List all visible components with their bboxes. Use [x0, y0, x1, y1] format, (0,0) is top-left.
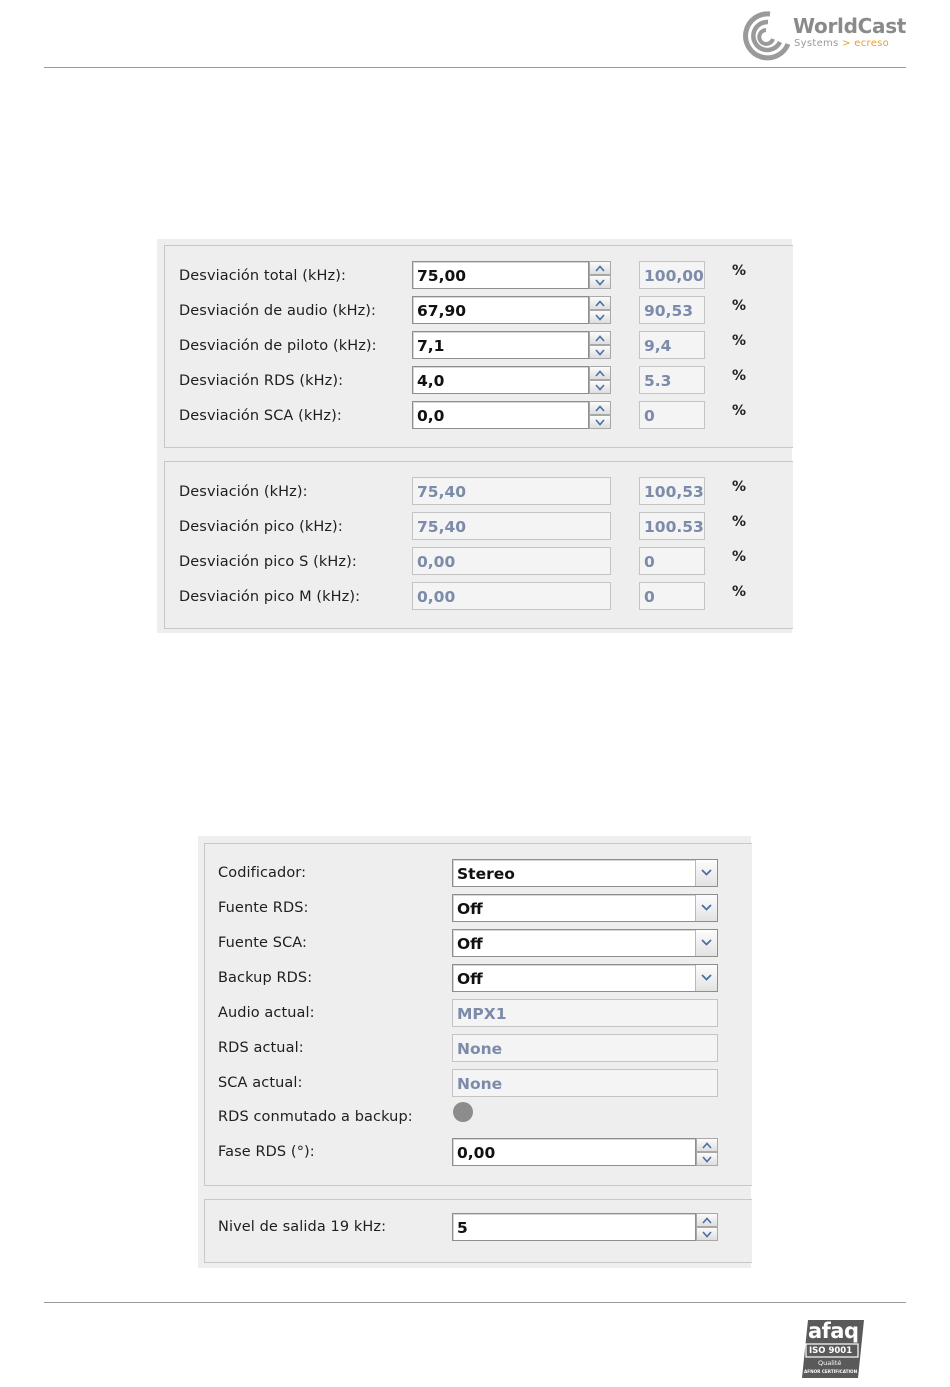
chevron-up-icon: [702, 1142, 712, 1149]
percent-unit: %: [732, 333, 747, 349]
rds-backup-status-led: [453, 1102, 473, 1122]
backup-rds-value: Off: [457, 970, 483, 988]
deviation-rds-spinner[interactable]: [589, 366, 611, 394]
chevron-down-icon: [595, 314, 605, 321]
chevron-down-icon: [595, 279, 605, 286]
percent-unit: %: [732, 368, 747, 384]
spin-up-button[interactable]: [589, 261, 611, 275]
logo-sub-systems: Systems: [794, 38, 839, 49]
codificador-select[interactable]: [452, 859, 718, 887]
chevron-down-icon: [595, 384, 605, 391]
fuente-sca-value: Off: [457, 935, 483, 953]
spin-down-button[interactable]: [589, 345, 611, 359]
deviation-audio-percent: 90,53: [639, 296, 705, 324]
deviation-rds-input[interactable]: 4,0: [412, 366, 589, 394]
fuente-rds-label: Fuente RDS:: [218, 900, 309, 916]
codificador-dropdown-button[interactable]: [695, 860, 717, 886]
chevron-down-icon: [701, 974, 712, 981]
deviation-audio-label: Desviación de audio (kHz):: [179, 303, 377, 319]
chevron-up-icon: [595, 265, 605, 272]
fuente-sca-select[interactable]: [452, 929, 718, 957]
deviation-pilot-spinner[interactable]: [589, 331, 611, 359]
rds-actual-label: RDS actual:: [218, 1040, 304, 1056]
fuente-rds-dropdown-button[interactable]: [695, 895, 717, 921]
spin-down-button[interactable]: [696, 1227, 718, 1241]
fase-rds-input[interactable]: 0,00: [452, 1138, 696, 1166]
deviation-pilot-percent: 9,4: [639, 331, 705, 359]
spin-down-button[interactable]: [589, 310, 611, 324]
afaq-iso-certification-logo: [800, 1318, 866, 1380]
fase-rds-spinner[interactable]: [696, 1138, 718, 1166]
deviation-peak-value: 75,40: [412, 512, 611, 540]
deviation-total-percent: 100,00: [639, 261, 705, 289]
deviation-pilot-input[interactable]: 7,1: [412, 331, 589, 359]
chevron-up-icon: [595, 370, 605, 377]
percent-unit: %: [732, 298, 747, 314]
header-divider: [44, 67, 906, 68]
output-level-group: [204, 1199, 752, 1263]
sca-actual-label: SCA actual:: [218, 1075, 303, 1091]
codificador-label: Codificador:: [218, 865, 307, 881]
encoder-settings-group: [204, 843, 752, 1186]
spin-up-button[interactable]: [589, 296, 611, 310]
deviation-readout-group: [164, 461, 793, 629]
deviation-measured-label: Desviación (kHz):: [179, 484, 308, 500]
logo-sub-ecreso: ecreso: [854, 38, 890, 49]
backup-rds-dropdown-button[interactable]: [695, 965, 717, 991]
deviation-sca-spinner[interactable]: [589, 401, 611, 429]
chevron-up-icon: [595, 300, 605, 307]
cert-brand: afaq: [808, 1319, 859, 1343]
deviation-audio-spinner[interactable]: [589, 296, 611, 324]
deviation-peak-s-value: 0,00: [412, 547, 611, 575]
deviation-rds-label: Desviación RDS (kHz):: [179, 373, 344, 389]
cert-iso: ISO 9001: [809, 1346, 853, 1356]
spin-up-button[interactable]: [696, 1213, 718, 1227]
percent-unit: %: [732, 549, 747, 565]
sca-actual-value: None: [452, 1069, 718, 1097]
logo-wordmark: WorldCast: [793, 14, 907, 38]
encoder-panel: [198, 836, 751, 1268]
chevron-down-icon: [701, 869, 712, 876]
nivel-salida-label: Nivel de salida 19 kHz:: [218, 1219, 387, 1235]
deviation-peak-m-label: Desviación pico M (kHz):: [179, 589, 361, 605]
deviation-peak-s-percent: 0: [639, 547, 705, 575]
deviation-peak-s-label: Desviación pico S (kHz):: [179, 554, 357, 570]
deviation-peak-m-percent: 0: [639, 582, 705, 610]
chevron-up-icon: [702, 1217, 712, 1224]
deviation-measured-value: 75,40: [412, 477, 611, 505]
deviation-total-spinner[interactable]: [589, 261, 611, 289]
cert-org: AFNOR CERTIFICATION: [804, 1369, 858, 1374]
spin-up-button[interactable]: [589, 401, 611, 415]
backup-rds-select[interactable]: [452, 964, 718, 992]
backup-rds-label: Backup RDS:: [218, 970, 313, 986]
codificador-value: Stereo: [457, 865, 515, 883]
chevron-down-icon: [702, 1156, 712, 1163]
percent-unit: %: [732, 479, 747, 495]
audio-actual-value: MPX1: [452, 999, 718, 1027]
rds-backup-label: RDS conmutado a backup:: [218, 1109, 413, 1125]
spin-up-button[interactable]: [696, 1138, 718, 1152]
cert-qualite: Qualité: [818, 1359, 842, 1367]
deviation-sca-input[interactable]: 0,0: [412, 401, 589, 429]
deviation-measured-percent: 100,53: [639, 477, 705, 505]
audio-actual-label: Audio actual:: [218, 1005, 315, 1021]
deviation-peak-percent: 100.53: [639, 512, 705, 540]
rds-actual-value: None: [452, 1034, 718, 1062]
spin-up-button[interactable]: [589, 366, 611, 380]
deviation-sca-percent: 0: [639, 401, 705, 429]
chevron-down-icon: [595, 349, 605, 356]
chevron-down-icon: [595, 419, 605, 426]
deviation-pilot-label: Desviación de piloto (kHz):: [179, 338, 377, 354]
deviation-rds-percent: 5.3: [639, 366, 705, 394]
logo-sub-arrow: >: [842, 38, 851, 49]
fuente-rds-value: Off: [457, 900, 483, 918]
percent-unit: %: [732, 403, 747, 419]
fuente-rds-select[interactable]: [452, 894, 718, 922]
logo-swirl-icon: [740, 8, 792, 62]
deviation-sca-label: Desviación SCA (kHz):: [179, 408, 342, 424]
nivel-salida-spinner[interactable]: [696, 1213, 718, 1241]
chevron-up-icon: [595, 335, 605, 342]
logo-subtitle: [794, 38, 889, 49]
footer-divider: [44, 1302, 906, 1303]
worldcast-logo: [740, 8, 910, 62]
deviation-panel: [157, 239, 792, 633]
deviation-audio-input[interactable]: 67,90: [412, 296, 589, 324]
chevron-up-icon: [595, 405, 605, 412]
spin-down-button[interactable]: [589, 275, 611, 289]
deviation-peak-label: Desviación pico (kHz):: [179, 519, 343, 535]
fuente-sca-label: Fuente SCA:: [218, 935, 308, 951]
spin-down-button[interactable]: [589, 380, 611, 394]
spin-down-button[interactable]: [696, 1152, 718, 1166]
percent-unit: %: [732, 263, 747, 279]
spin-up-button[interactable]: [589, 331, 611, 345]
chevron-down-icon: [701, 904, 712, 911]
deviation-peak-m-value: 0,00: [412, 582, 611, 610]
fuente-sca-dropdown-button[interactable]: [695, 930, 717, 956]
spin-down-button[interactable]: [589, 415, 611, 429]
deviation-total-input[interactable]: 75,00: [412, 261, 589, 289]
deviation-total-label: Desviación total (kHz):: [179, 268, 346, 284]
percent-unit: %: [732, 514, 747, 530]
chevron-down-icon: [701, 939, 712, 946]
nivel-salida-input[interactable]: 5: [452, 1213, 696, 1241]
percent-unit: %: [732, 584, 747, 600]
chevron-down-icon: [702, 1231, 712, 1238]
deviation-settings-group: [164, 245, 793, 448]
fase-rds-label: Fase RDS (°):: [218, 1144, 315, 1160]
